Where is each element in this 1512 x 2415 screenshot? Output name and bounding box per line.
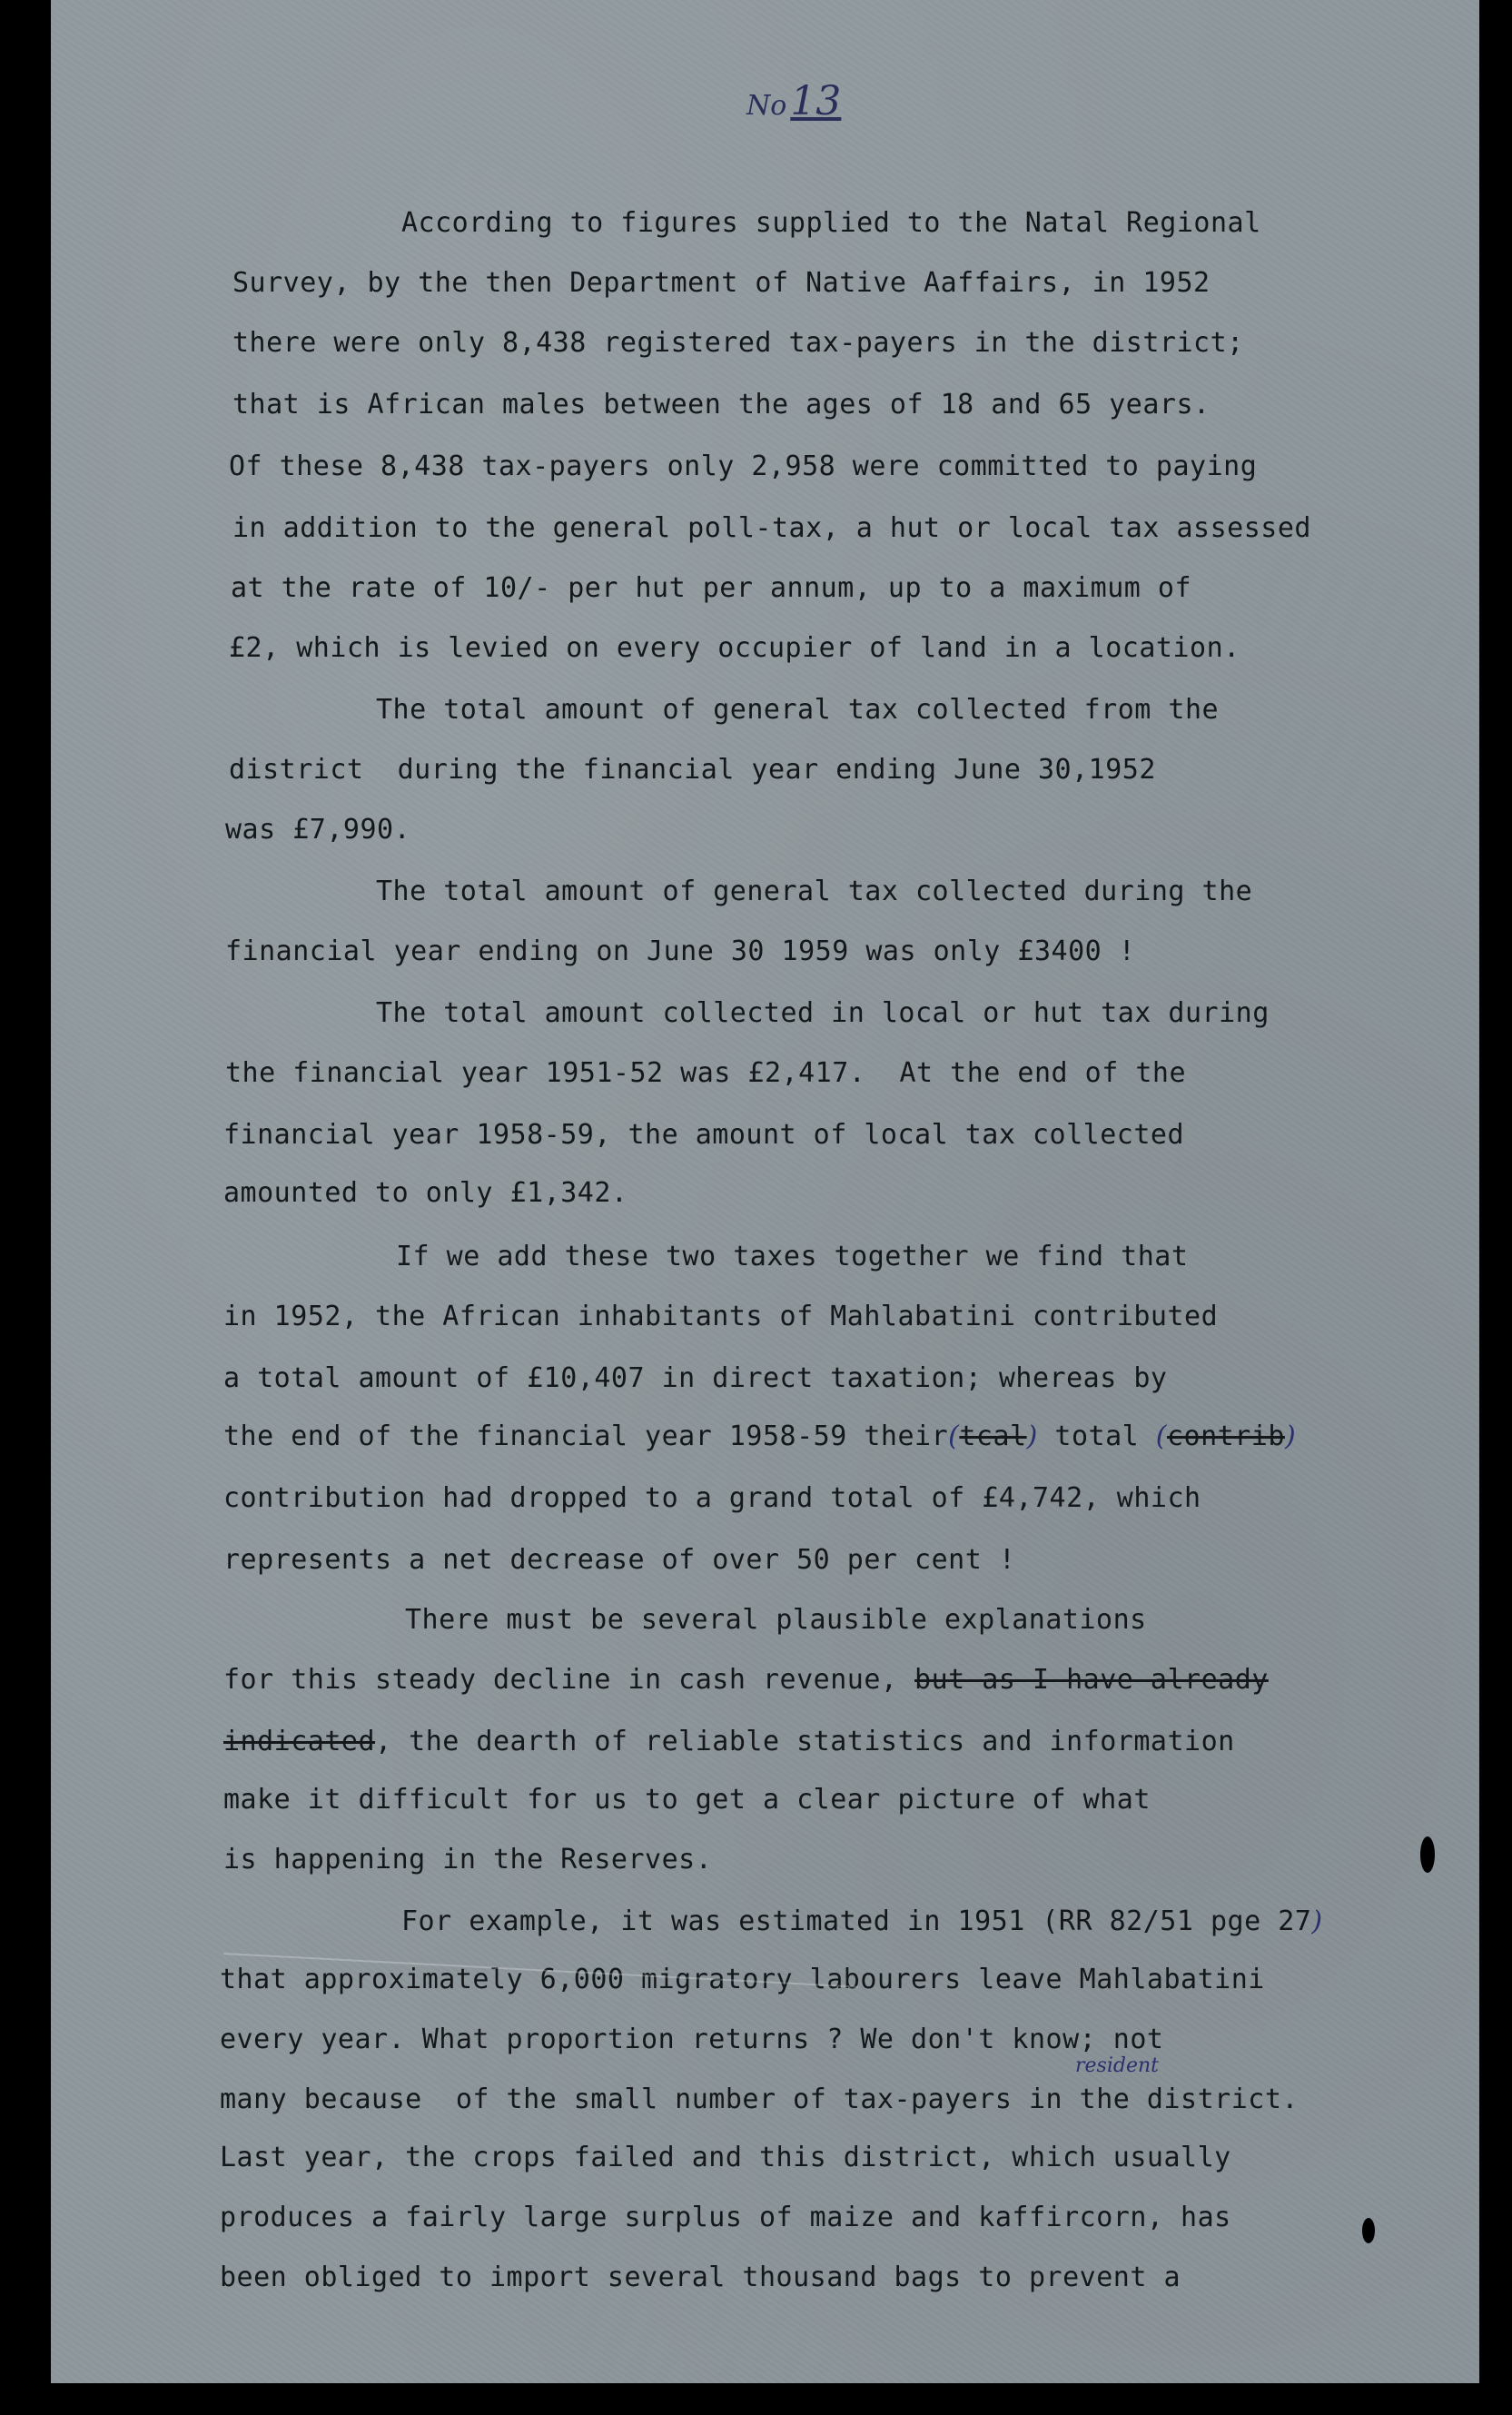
p6-line-5: is happening in the Reserves. xyxy=(223,1844,713,1876)
p7-line-2: that approximately 6,000 migratory labourers leave Mahlabatini xyxy=(220,1964,1265,1995)
p4-line-3: financial year 1958-59, the amount of local tax collected xyxy=(223,1119,1185,1151)
ink-blot-2 xyxy=(1362,2218,1375,2243)
p2-line-1: The total amount of general tax collected from the xyxy=(376,694,1220,726)
p4-line-2: the financial year 1951-52 was £2,417. At the end of the xyxy=(225,1057,1187,1089)
p5-line-1: If we add these two taxes together we find that xyxy=(396,1241,1189,1272)
struck-phrase: but as I have already xyxy=(914,1664,1269,1696)
p7-line-5: Last year, the crops failed and this district, which usually xyxy=(220,2142,1231,2173)
ink-bracket-paren: ) xyxy=(1311,1905,1323,1937)
p6-line-1: There must be several plausible explanations xyxy=(405,1604,1147,1636)
p7-line-6: produces a fairly large surplus of maize and kaffircorn, has xyxy=(220,2202,1231,2233)
struck-word-contrib: contrib xyxy=(1167,1420,1285,1452)
ink-bracket-close: ) xyxy=(1026,1420,1038,1452)
p1-line-4: that is African males between the ages of 18 and 65 years. xyxy=(232,389,1211,421)
p5-line-4-text-a: the end of the financial year 1958-59 their xyxy=(223,1420,949,1452)
p1-line-2: Survey, by the then Department of Native Aaffairs, in 1952 xyxy=(232,267,1211,299)
ink-bracket-open: ( xyxy=(948,1420,960,1452)
ink-bracket-close-2: ) xyxy=(1284,1420,1297,1452)
p5-line-3: a total amount of £10,407 in direct taxation; whereas by xyxy=(223,1362,1168,1394)
p1-line-8: £2, which is levied on every occupier of land in a location. xyxy=(229,632,1240,664)
p2-line-2: district during the financial year ending June 30,1952 xyxy=(229,754,1156,786)
p3-line-1: The total amount of general tax collected during the xyxy=(376,876,1253,907)
p6-line-2 xyxy=(223,1662,1269,1698)
p3-line-2: financial year ending on June 30 1959 was only £3400 ! xyxy=(225,935,1136,967)
p1-line-6: in addition to the general poll-tax, a hut or local tax assessed xyxy=(232,512,1311,544)
p1-line-1: According to figures supplied to the Natal Regional xyxy=(401,207,1261,239)
p6-line-3 xyxy=(223,1724,1235,1760)
struck-word-tcal: tcal xyxy=(959,1420,1027,1452)
p7-line-7: been obliged to import several thousand bags to prevent a xyxy=(220,2262,1181,2293)
handwritten-insert-resident: resident xyxy=(1075,2054,1159,2077)
p5-line-4 xyxy=(223,1419,1296,1455)
p6-line-3-text: , the dearth of reliable statistics and information xyxy=(375,1726,1235,1757)
p1-line-3: there were only 8,438 registered tax-payers in the district; xyxy=(232,327,1244,359)
ink-blot-1 xyxy=(1420,1836,1435,1873)
page-number-annotation xyxy=(746,78,841,124)
typed-document-page xyxy=(51,0,1479,2383)
p1-line-7: at the rate of 10/- per hut per annum, up to a maximum of xyxy=(231,572,1192,604)
p6-line-4: make it difficult for us to get a clear picture of what xyxy=(223,1784,1151,1816)
struck-word-indicated: indicated xyxy=(223,1726,376,1757)
p2-line-3: was £7,990. xyxy=(225,814,411,846)
p4-line-4: amounted to only £1,342. xyxy=(223,1177,628,1209)
p6-line-2-text: for this steady decline in cash revenue, xyxy=(223,1664,898,1696)
page-number: 13 xyxy=(790,78,842,124)
p5-line-2: in 1952, the African inhabitants of Mahlabatini contributed xyxy=(223,1301,1219,1332)
p5-line-5: contribution had dropped to a grand total of £4,742, which xyxy=(223,1482,1201,1514)
page-number-prefix: No xyxy=(746,90,787,122)
p7-line-3: every year. What proportion returns ? We don't know; not xyxy=(220,2024,1164,2055)
p7-line-1-text: For example, it was estimated in 1951 (RR 82/51 pge 27 xyxy=(401,1905,1312,1937)
p4-line-1: The total amount collected in local or hut tax during xyxy=(376,997,1270,1029)
p7-line-1 xyxy=(401,1904,1323,1940)
p7-line-4: many because of the small number of tax-payers in the district. xyxy=(220,2083,1299,2115)
ink-bracket-open-2: ( xyxy=(1155,1420,1167,1452)
p1-line-5: Of these 8,438 tax-payers only 2,958 were committed to paying xyxy=(229,450,1258,482)
p5-line-6: represents a net decrease of over 50 per cent ! xyxy=(223,1544,1016,1576)
p5-line-4-text-b: total xyxy=(1054,1420,1140,1452)
